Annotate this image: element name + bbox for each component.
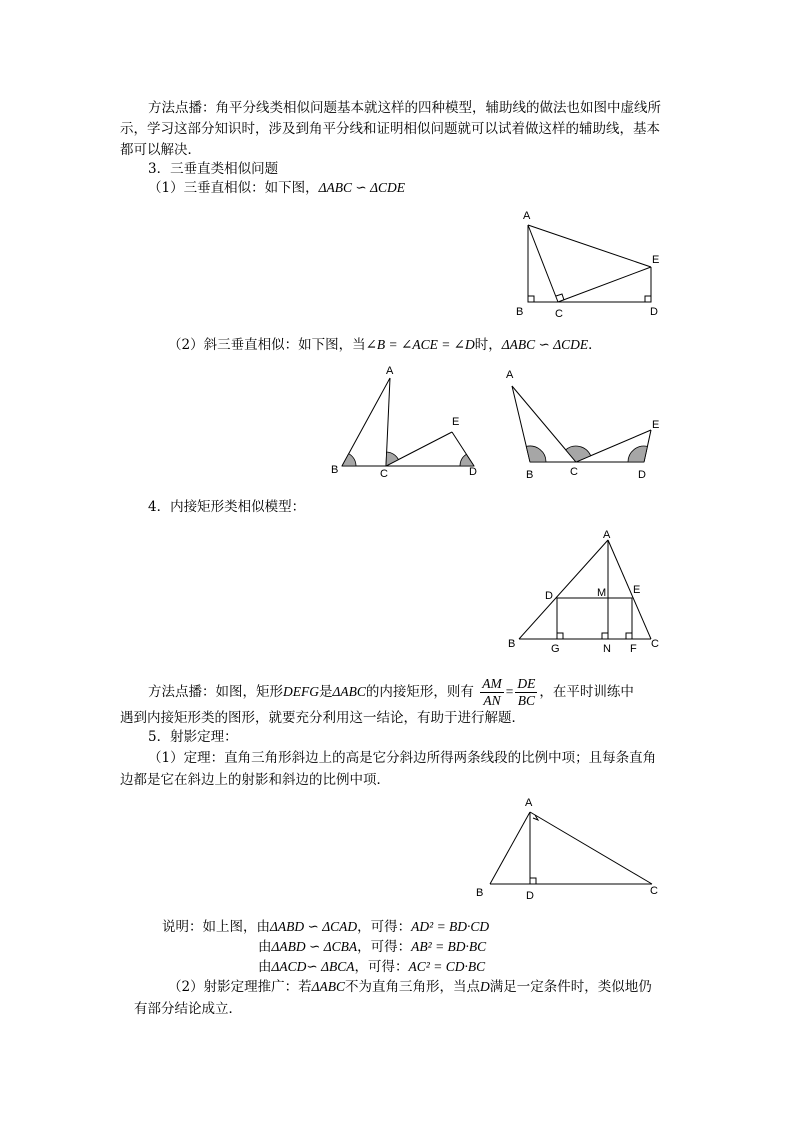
label-d: D (469, 466, 477, 478)
ex1-pre: 说明：如上图，由 (162, 919, 270, 935)
section-4-note-line-1 (148, 676, 634, 709)
ex2-mid: ，可得： (357, 939, 412, 955)
right-angle-mark-d (530, 878, 536, 884)
ex3-mid: ，可得： (354, 959, 409, 975)
method-note-line-1: 方法点播：角平分线类相似问题基本就这样的四种模型，辅助线的做法也如图中虚线所 (148, 100, 661, 116)
figure-projection-theorem (470, 792, 670, 907)
theorem-line-2: 边都是它在斜边上的射影和斜边的比例中项． (120, 772, 390, 788)
section-3-sub-1 (148, 178, 405, 198)
right-angle-mark-d (645, 296, 651, 302)
label-b: B (516, 306, 524, 318)
ex2-result: AB² = BD·BC (411, 939, 487, 954)
sub-2-sim: ΔABC ∽ ΔCDE (501, 337, 589, 352)
explanation-line-1 (162, 917, 489, 937)
label-e: E (452, 416, 460, 428)
note-pre: 方法点播：如图，矩形 (148, 684, 283, 700)
figure-inscribed-rectangle (505, 526, 670, 656)
gen-mid: 不为直角三角形，当点 (345, 979, 481, 995)
label-e: E (652, 254, 660, 266)
fraction-de-bc: $\frac{DE}{BC}$ (517, 676, 536, 708)
explanation-line-2 (258, 937, 486, 957)
right-angle-mark-n (602, 633, 608, 639)
section-5-heading: 5．射影定理： (148, 729, 238, 745)
label-b: B (526, 469, 534, 481)
note-mid-2: 的内接矩形，则有 (365, 684, 474, 700)
label-a: A (525, 797, 533, 809)
generalization-line-2: 有部分结论成立． (134, 1001, 242, 1017)
sub-1-text: （1）三垂直相似：如下图， (148, 180, 319, 196)
section-4-heading: 4．内接矩形类相似模型： (148, 499, 306, 515)
label-e: E (633, 584, 641, 596)
generalization-line-1 (168, 977, 652, 997)
note-tri: ΔABC (332, 684, 366, 699)
ex1-result: AD² = BD·CD (411, 919, 490, 934)
gen-point: D (480, 979, 490, 994)
label-g: G (551, 643, 560, 655)
ex2-sim: ΔABD ∽ ΔCBA (271, 939, 358, 954)
figure-oblique-right (498, 362, 668, 482)
ex1-mid: ，可得： (357, 919, 412, 935)
explanation-line-3 (258, 957, 485, 977)
label-b: B (331, 464, 339, 476)
label-c: C (570, 466, 578, 478)
label-d: D (526, 890, 534, 902)
gen-pre: （2）射影定理推广：若 (168, 979, 312, 995)
label-b: B (508, 638, 516, 650)
sub-1-math: ΔABC ∽ ΔCDE (318, 180, 405, 195)
fraction-am-an: $\frac{AM}{AN}$ (482, 676, 502, 708)
figure-oblique-left (328, 362, 488, 482)
label-c: C (650, 885, 658, 897)
label-d: D (638, 469, 646, 481)
label-f: F (630, 643, 637, 655)
angle-mark-d (628, 446, 647, 462)
right-angle-mark-b (528, 296, 534, 302)
ex3-pre: 由 (258, 959, 272, 975)
label-b: B (476, 887, 484, 899)
note-rect: DEFG (283, 684, 319, 699)
label-n: N (603, 643, 611, 655)
angle-mark-d (460, 454, 474, 466)
label-m: M (597, 587, 607, 599)
right-angle-mark-f (626, 633, 632, 639)
label-c: C (555, 308, 563, 320)
sub-2-angles: ∠B = ∠ACE = ∠D (365, 337, 475, 352)
equals-sign: = (505, 684, 514, 699)
gen-post: 满足一定条件时，类似地仍 (489, 979, 652, 995)
angle-mark-c (566, 446, 591, 462)
angle-mark-c (386, 452, 398, 466)
method-note-line-2: 示，学习这部分知识时，涉及到角平分线和证明相似问题就可以试着做这样的辅助线，基本 (120, 121, 660, 137)
theorem-line-1: （1）定理：直角三角形斜边上的高是它分斜边所得两条线段的比例中项；且每条直角 (148, 750, 657, 766)
label-c: C (651, 638, 659, 650)
method-note-line-3: 都可以解决． (120, 142, 201, 158)
sub-2-end: ． (588, 337, 602, 353)
label-e: E (652, 419, 660, 431)
label-a: A (603, 529, 611, 541)
section-3-sub-2 (168, 335, 602, 355)
ex3-sim: ΔACD∽ ΔBCA (271, 959, 355, 974)
right-angle-mark-g (557, 633, 563, 639)
label-a: A (386, 365, 394, 377)
label-d: D (545, 590, 553, 602)
inscribed-rect-defg (557, 598, 632, 639)
label-a: A (523, 210, 531, 222)
section-4-note-line-2: 遇到内接矩形类的图形，就要充分利用这一结论，有助于进行解题． (120, 710, 525, 726)
section-3-heading: 3．三垂直类相似问题 (148, 161, 279, 177)
note-mid: 是 (319, 684, 333, 700)
gen-tri: ΔABC (311, 979, 346, 994)
angle-mark-b (342, 454, 356, 466)
ex3-result: AC² = CD·BC (408, 959, 486, 974)
label-a: A (506, 369, 514, 381)
ex1-sim: ΔABD ∽ ΔCAD (270, 919, 358, 934)
label-d: D (650, 306, 658, 318)
ex2-pre: 由 (258, 939, 272, 955)
label-c: C (380, 468, 388, 480)
sub-2-text: （2）斜三垂直相似：如下图，当 (168, 337, 366, 353)
figure-three-perpendicular (515, 205, 675, 320)
sub-2-mid: 时， (474, 337, 502, 353)
angle-mark-b (526, 446, 546, 462)
note-post: ，在平时训练中 (539, 684, 634, 700)
